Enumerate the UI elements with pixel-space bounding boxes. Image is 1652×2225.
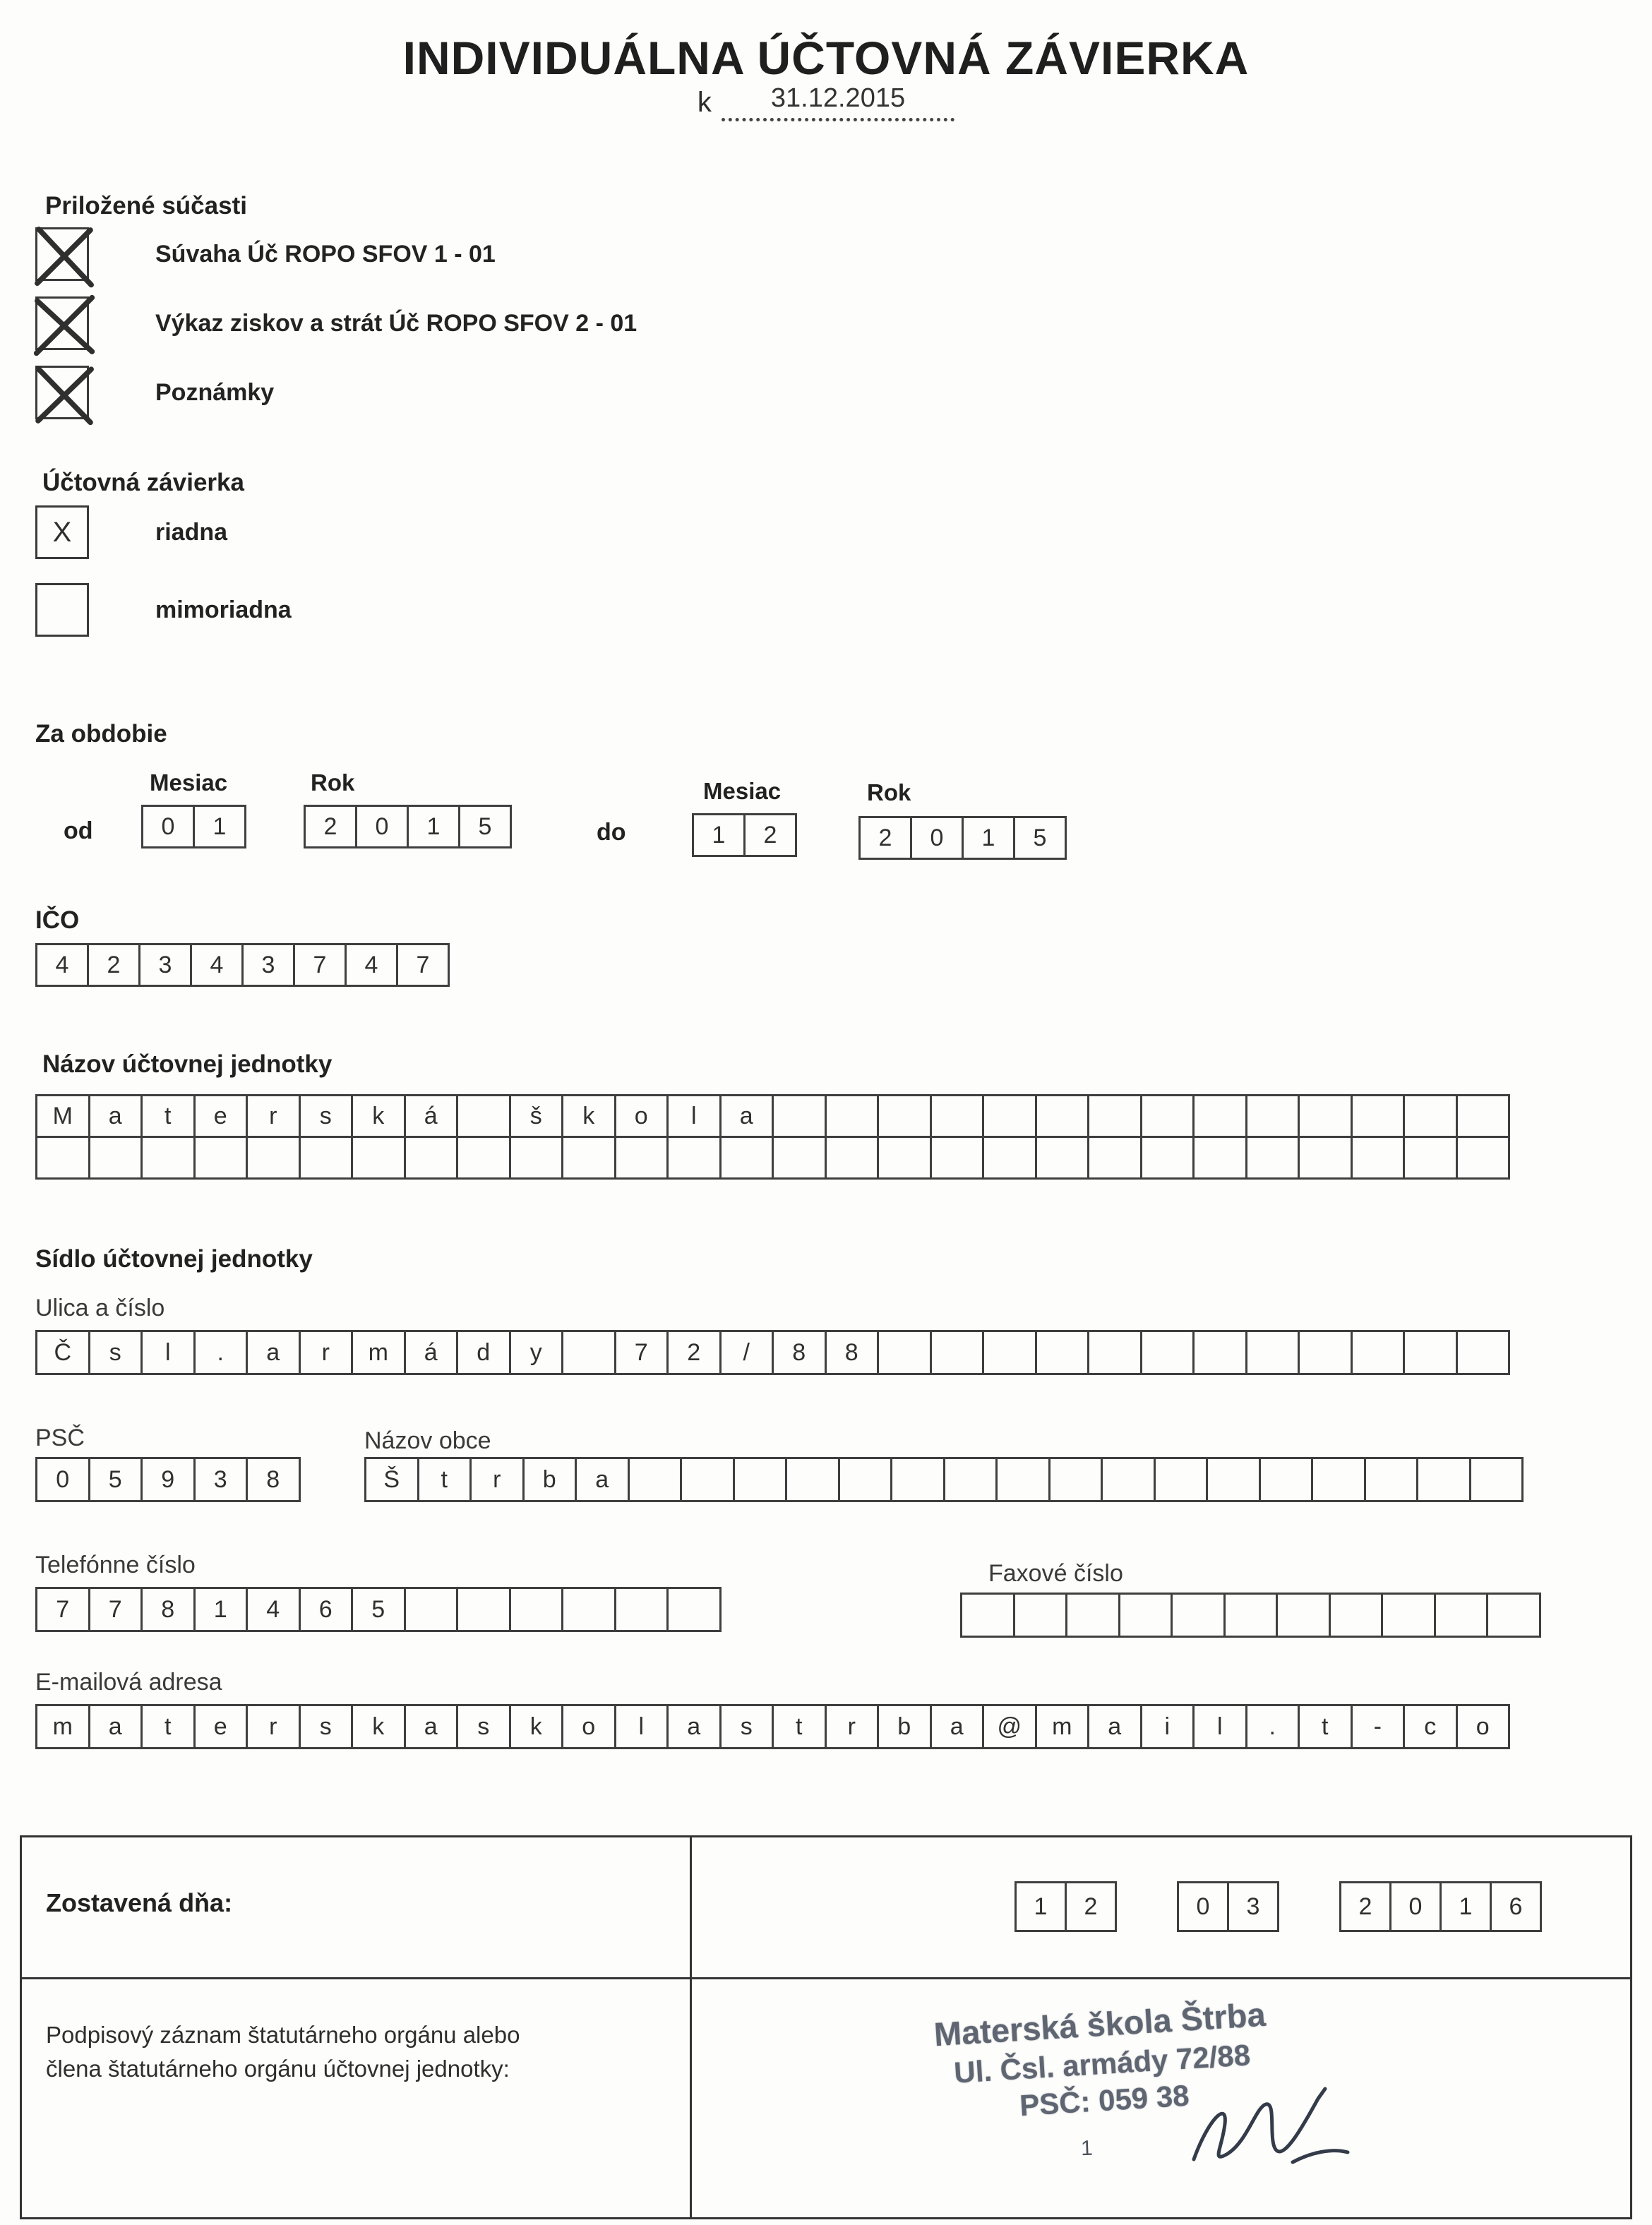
- psc-cells: [35, 1457, 301, 1502]
- grid-cell: [1192, 1094, 1247, 1138]
- grid-cell: [1101, 1457, 1156, 1502]
- grid-cell: 0: [910, 816, 964, 860]
- grid-cell: m: [35, 1704, 90, 1749]
- phone-cells: [35, 1587, 722, 1632]
- grid-cell: k: [351, 1704, 406, 1749]
- address-heading: Sídlo účtovnej jednotky: [35, 1245, 313, 1273]
- checkbox-mimoriadna: [35, 583, 89, 637]
- grid-cell: 1: [692, 813, 746, 857]
- grid-cell: [982, 1094, 1037, 1138]
- grid-cell: [995, 1457, 1051, 1502]
- grid-cell: 7: [88, 1587, 143, 1632]
- period-from-month-cells: [141, 805, 246, 848]
- grid-cell: á: [404, 1094, 459, 1138]
- grid-cell: [772, 1094, 827, 1138]
- grid-cell: [1035, 1136, 1090, 1180]
- grid-cell: [943, 1457, 998, 1502]
- grid-cell: [1298, 1330, 1353, 1375]
- grid-cell: [930, 1094, 985, 1138]
- obec-label: Názov obce: [364, 1427, 491, 1454]
- grid-cell: .: [1245, 1704, 1300, 1749]
- grid-cell: [456, 1587, 511, 1632]
- grid-cell: r: [825, 1704, 880, 1749]
- grid-cell: 5: [458, 805, 512, 848]
- grid-cell: [140, 1136, 196, 1180]
- grid-cell: 6: [299, 1587, 354, 1632]
- grid-cell: [1223, 1593, 1279, 1638]
- period-from-label: od: [64, 817, 93, 844]
- compiled-on-label: Zostavená dňa:: [46, 1888, 233, 1917]
- grid-cell: b: [877, 1704, 932, 1749]
- grid-cell: [666, 1587, 722, 1632]
- grid-cell: 2: [1065, 1881, 1117, 1932]
- street-label: Ulica a číslo: [35, 1295, 165, 1321]
- grid-cell: [733, 1457, 788, 1502]
- grid-cell: 0: [35, 1457, 90, 1502]
- grid-cell: 9: [140, 1457, 196, 1502]
- grid-cell: [351, 1136, 406, 1180]
- grid-cell: 1: [1439, 1881, 1492, 1932]
- grid-cell: [1469, 1457, 1524, 1502]
- grid-cell: 4: [345, 943, 398, 987]
- grid-cell: [1416, 1457, 1471, 1502]
- ico-label: IČO: [35, 906, 80, 934]
- grid-cell: [246, 1136, 301, 1180]
- checkbox-vykaz: [35, 296, 89, 350]
- signature-statement-line2: člena štatutárneho orgánu účtovnej jednotky:: [46, 2055, 510, 2082]
- grid-cell: a: [246, 1330, 301, 1375]
- stamp-line3: PSČ: 059 38: [1018, 2078, 1190, 2123]
- grid-cell: l: [614, 1704, 669, 1749]
- grid-cell: e: [193, 1704, 249, 1749]
- table-vertical-divider: [690, 1837, 692, 2217]
- grid-cell: d: [456, 1330, 511, 1375]
- attachment-label: Výkaz ziskov a strát Úč ROPO SFOV 2 - 01: [155, 309, 638, 337]
- grid-cell: [35, 1136, 90, 1180]
- grid-cell: 1: [1014, 1881, 1067, 1932]
- grid-cell: 3: [193, 1457, 249, 1502]
- grid-cell: [1087, 1136, 1142, 1180]
- entity-name-row1: [35, 1094, 1510, 1138]
- compiled-month-cells: [1177, 1881, 1279, 1932]
- grid-cell: [877, 1330, 932, 1375]
- grid-cell: [509, 1136, 564, 1180]
- grid-cell: [1087, 1330, 1142, 1375]
- grid-cell: [1351, 1136, 1406, 1180]
- grid-cell: i: [1140, 1704, 1195, 1749]
- grid-cell: [930, 1136, 985, 1180]
- grid-cell: [680, 1457, 735, 1502]
- grid-cell: r: [246, 1704, 301, 1749]
- grid-cell: s: [719, 1704, 774, 1749]
- stamp-line2: Ul. Čsl. armády 72/88: [952, 2037, 1252, 2089]
- grid-cell: 0: [355, 805, 409, 848]
- grid-cell: Š: [364, 1457, 419, 1502]
- grid-cell: 5: [351, 1587, 406, 1632]
- checkbox-suvaha: [35, 227, 89, 281]
- grid-cell: Č: [35, 1330, 90, 1375]
- grid-cell: [88, 1136, 143, 1180]
- grid-cell: [1364, 1457, 1419, 1502]
- grid-cell: l: [666, 1094, 722, 1138]
- grid-cell: [614, 1136, 669, 1180]
- grid-cell: [1381, 1593, 1436, 1638]
- grid-cell: a: [404, 1704, 459, 1749]
- grid-cell: 7: [396, 943, 450, 987]
- grid-cell: [982, 1136, 1037, 1180]
- type-label: riadna: [155, 518, 228, 546]
- grid-cell: k: [509, 1704, 564, 1749]
- grid-cell: 2: [743, 813, 797, 857]
- grid-cell: 8: [140, 1587, 196, 1632]
- handwritten-signature: [1187, 2083, 1370, 2182]
- period-to-month-cells: [692, 813, 797, 857]
- grid-cell: -: [1351, 1704, 1406, 1749]
- x-mark-icon: [33, 294, 95, 356]
- statement-type-heading: Účtovná závierka: [42, 469, 244, 496]
- grid-cell: [1118, 1593, 1173, 1638]
- table-horizontal-divider: [22, 1977, 1630, 1979]
- grid-cell: [1403, 1136, 1458, 1180]
- grid-cell: a: [719, 1094, 774, 1138]
- grid-cell: [1276, 1593, 1331, 1638]
- grid-cell: [877, 1136, 932, 1180]
- grid-cell: [785, 1457, 840, 1502]
- form-date-line: [0, 83, 1652, 121]
- stamp-number: 1: [1080, 2136, 1094, 2161]
- grid-cell: [825, 1094, 880, 1138]
- x-mark-icon: [33, 225, 95, 287]
- grid-cell: 1: [193, 1587, 249, 1632]
- signature-statement-line1: Podpisový záznam štatutárneho orgánu alebo: [46, 2022, 520, 2048]
- grid-cell: t: [140, 1094, 196, 1138]
- grid-cell: [1456, 1330, 1511, 1375]
- street-cells: [35, 1330, 1510, 1375]
- grid-cell: 0: [1389, 1881, 1442, 1932]
- phone-label: Telefónne číslo: [35, 1552, 196, 1578]
- grid-cell: [561, 1330, 616, 1375]
- grid-cell: [1298, 1136, 1353, 1180]
- grid-cell: 7: [293, 943, 347, 987]
- from-month-label: Mesiac: [150, 769, 228, 796]
- grid-cell: a: [88, 1094, 143, 1138]
- attachment-row-vykaz: [35, 296, 637, 350]
- grid-cell: o: [561, 1704, 616, 1749]
- grid-cell: [1245, 1136, 1300, 1180]
- compiled-year-cells: [1339, 1881, 1542, 1932]
- grid-cell: [561, 1136, 616, 1180]
- grid-cell: m: [1035, 1704, 1090, 1749]
- grid-cell: a: [666, 1704, 722, 1749]
- grid-cell: .: [193, 1330, 249, 1375]
- grid-cell: l: [1192, 1704, 1247, 1749]
- grid-cell: á: [404, 1330, 459, 1375]
- type-row-riadna: [35, 505, 227, 559]
- grid-cell: t: [417, 1457, 472, 1502]
- grid-cell: [877, 1094, 932, 1138]
- grid-cell: 3: [138, 943, 192, 987]
- grid-cell: 5: [88, 1457, 143, 1502]
- grid-cell: 7: [35, 1587, 90, 1632]
- grid-cell: a: [88, 1704, 143, 1749]
- grid-cell: 4: [35, 943, 89, 987]
- grid-cell: [404, 1136, 459, 1180]
- grid-cell: 2: [304, 805, 357, 848]
- grid-cell: [772, 1136, 827, 1180]
- grid-cell: 1: [407, 805, 460, 848]
- grid-cell: [1206, 1457, 1261, 1502]
- grid-cell: [614, 1587, 669, 1632]
- grid-cell: [1013, 1593, 1068, 1638]
- grid-cell: t: [1298, 1704, 1353, 1749]
- grid-cell: c: [1403, 1704, 1458, 1749]
- grid-cell: 8: [772, 1330, 827, 1375]
- grid-cell: M: [35, 1094, 90, 1138]
- grid-cell: š: [509, 1094, 564, 1138]
- signature-statement-label: [46, 2018, 520, 2086]
- obec-cells: [364, 1457, 1524, 1502]
- grid-cell: r: [246, 1094, 301, 1138]
- grid-cell: s: [456, 1704, 511, 1749]
- grid-cell: 8: [825, 1330, 880, 1375]
- grid-cell: o: [1456, 1704, 1511, 1749]
- grid-cell: [1035, 1330, 1090, 1375]
- psc-label: PSČ: [35, 1425, 85, 1451]
- grid-cell: k: [561, 1094, 616, 1138]
- type-row-mimoriadna: [35, 583, 292, 637]
- grid-cell: [1192, 1136, 1247, 1180]
- grid-cell: [1456, 1136, 1511, 1180]
- grid-cell: [1140, 1330, 1195, 1375]
- checkbox-poznamky: [35, 366, 89, 419]
- grid-cell: 0: [141, 805, 195, 848]
- attachment-row-poznamky: [35, 366, 274, 419]
- email-label: E-mailová adresa: [35, 1669, 222, 1696]
- grid-cell: 4: [246, 1587, 301, 1632]
- grid-cell: [1311, 1457, 1366, 1502]
- grid-cell: [825, 1136, 880, 1180]
- grid-cell: [1048, 1457, 1103, 1502]
- grid-cell: o: [614, 1094, 669, 1138]
- grid-cell: @: [982, 1704, 1037, 1749]
- grid-cell: e: [193, 1094, 249, 1138]
- date-value: 31.12.2015: [770, 83, 906, 113]
- date-prefix: k: [697, 87, 712, 118]
- stamp-line1: Materská škola Štrba: [933, 1995, 1267, 2053]
- grid-cell: [509, 1587, 564, 1632]
- entity-name-row2: [35, 1136, 1510, 1180]
- attachment-label: Súvaha Úč ROPO SFOV 1 - 01: [155, 240, 496, 268]
- attachment-label: Poznámky: [155, 378, 275, 406]
- grid-cell: r: [469, 1457, 525, 1502]
- grid-cell: [930, 1330, 985, 1375]
- grid-cell: /: [719, 1330, 774, 1375]
- grid-cell: 1: [193, 805, 246, 848]
- grid-cell: [1456, 1094, 1511, 1138]
- grid-cell: [1035, 1094, 1090, 1138]
- grid-cell: [456, 1094, 511, 1138]
- period-to-label: do: [597, 819, 626, 846]
- grid-cell: [1140, 1136, 1195, 1180]
- checkbox-riadna: X: [35, 505, 89, 559]
- attachments-heading: Priložené súčasti: [45, 192, 247, 220]
- to-year-label: Rok: [867, 779, 911, 805]
- grid-cell: [890, 1457, 945, 1502]
- x-mark-icon: [33, 364, 95, 426]
- grid-cell: s: [299, 1094, 354, 1138]
- grid-cell: s: [88, 1330, 143, 1375]
- period-heading: Za obdobie: [35, 720, 167, 748]
- grid-cell: a: [930, 1704, 985, 1749]
- grid-cell: 2: [1339, 1881, 1391, 1932]
- grid-cell: 5: [1013, 816, 1067, 860]
- grid-cell: [1087, 1094, 1142, 1138]
- grid-cell: [299, 1136, 354, 1180]
- email-cells: [35, 1704, 1510, 1749]
- grid-cell: [1351, 1330, 1406, 1375]
- grid-cell: t: [140, 1704, 196, 1749]
- grid-cell: [960, 1593, 1015, 1638]
- footer-table: [20, 1835, 1632, 2219]
- grid-cell: [1245, 1094, 1300, 1138]
- grid-cell: [1065, 1593, 1120, 1638]
- ico-cells: [35, 943, 450, 987]
- fax-cells: [960, 1593, 1541, 1638]
- grid-cell: b: [522, 1457, 577, 1502]
- grid-cell: k: [351, 1094, 406, 1138]
- to-month-label: Mesiac: [703, 778, 782, 804]
- entity-name-label: Názov účtovnej jednotky: [42, 1050, 333, 1078]
- grid-cell: [1154, 1457, 1209, 1502]
- period-from-year-cells: [304, 805, 512, 848]
- grid-cell: 7: [614, 1330, 669, 1375]
- grid-cell: y: [509, 1330, 564, 1375]
- compiled-day-cells: [1014, 1881, 1117, 1932]
- grid-cell: r: [299, 1330, 354, 1375]
- grid-cell: [1351, 1094, 1406, 1138]
- grid-cell: 3: [1227, 1881, 1279, 1932]
- grid-cell: [1192, 1330, 1247, 1375]
- grid-cell: 1: [962, 816, 1015, 860]
- grid-cell: [982, 1330, 1037, 1375]
- grid-cell: [404, 1587, 459, 1632]
- grid-cell: l: [140, 1330, 196, 1375]
- grid-cell: 4: [190, 943, 244, 987]
- form-title: INDIVIDUÁLNA ÚČTOVNÁ ZÁVIERKA: [402, 32, 1250, 84]
- grid-cell: [1140, 1094, 1195, 1138]
- grid-cell: [193, 1136, 249, 1180]
- grid-cell: [1403, 1094, 1458, 1138]
- grid-cell: t: [772, 1704, 827, 1749]
- grid-cell: [628, 1457, 683, 1502]
- grid-cell: [1434, 1593, 1489, 1638]
- grid-cell: [838, 1457, 893, 1502]
- grid-cell: [1329, 1593, 1384, 1638]
- grid-cell: [1171, 1593, 1226, 1638]
- fax-label: Faxové číslo: [988, 1560, 1123, 1587]
- grid-cell: 0: [1177, 1881, 1229, 1932]
- grid-cell: 2: [666, 1330, 722, 1375]
- grid-cell: a: [575, 1457, 630, 1502]
- date-dotted-underline: [722, 83, 954, 121]
- attachment-row-suvaha: [35, 227, 496, 281]
- type-label: mimoriadna: [155, 596, 292, 623]
- grid-cell: [666, 1136, 722, 1180]
- from-year-label: Rok: [311, 769, 355, 796]
- grid-cell: 2: [858, 816, 912, 860]
- grid-cell: [1486, 1593, 1541, 1638]
- grid-cell: 3: [241, 943, 295, 987]
- grid-cell: m: [351, 1330, 406, 1375]
- grid-cell: [561, 1587, 616, 1632]
- grid-cell: s: [299, 1704, 354, 1749]
- grid-cell: [1403, 1330, 1458, 1375]
- grid-cell: 6: [1490, 1881, 1542, 1932]
- grid-cell: [456, 1136, 511, 1180]
- grid-cell: [719, 1136, 774, 1180]
- grid-cell: a: [1087, 1704, 1142, 1749]
- grid-cell: [1259, 1457, 1314, 1502]
- grid-cell: 2: [87, 943, 140, 987]
- grid-cell: [1245, 1330, 1300, 1375]
- grid-cell: [1298, 1094, 1353, 1138]
- period-to-year-cells: [858, 816, 1067, 860]
- grid-cell: 8: [246, 1457, 301, 1502]
